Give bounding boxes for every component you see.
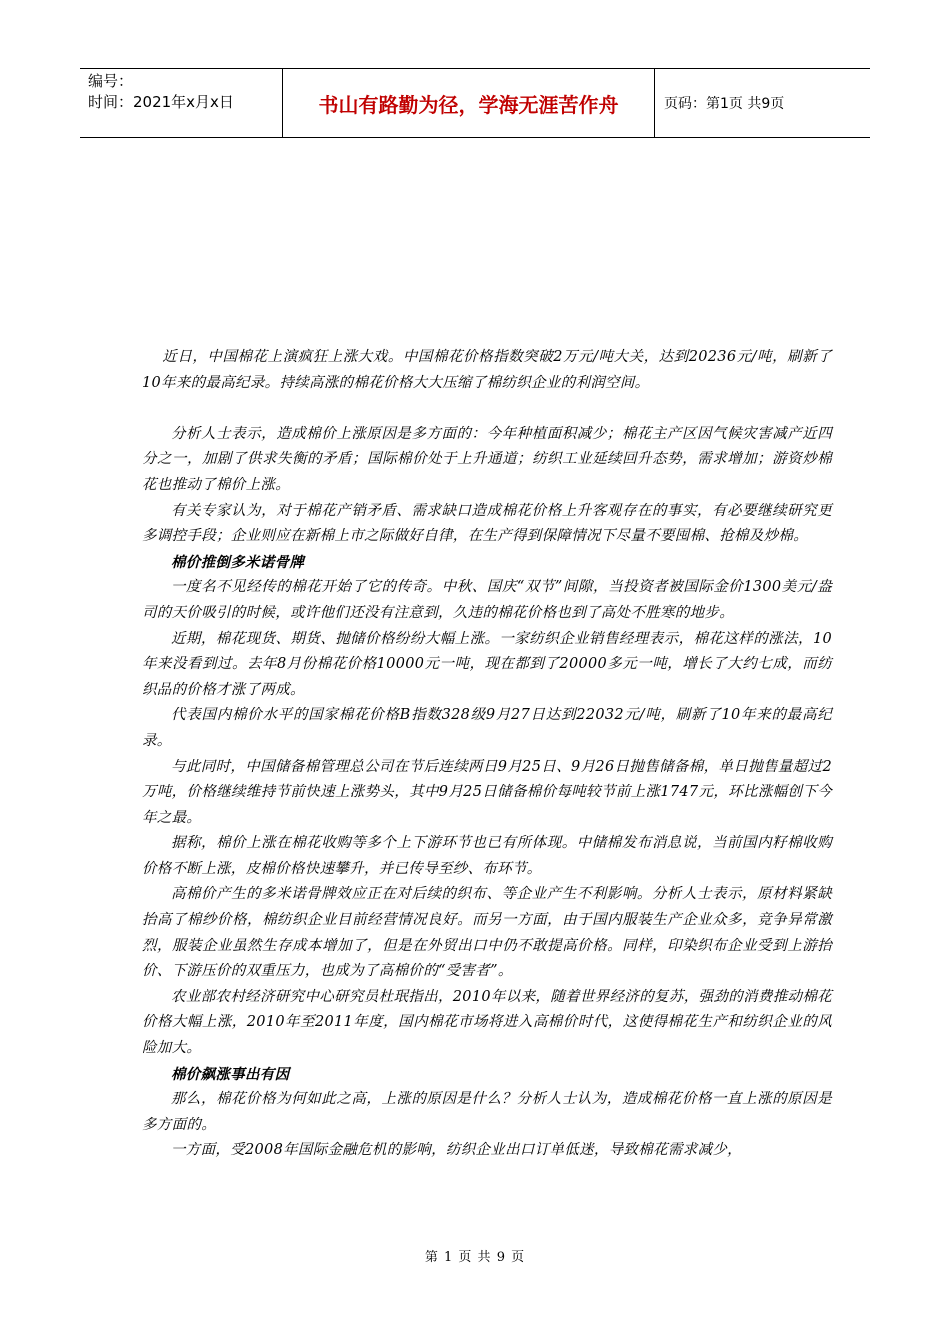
- document-date: 时间：2021年x月x日: [88, 93, 234, 111]
- article-body: [142, 345, 832, 1164]
- header-page-number: 页码：第1页 共9页: [664, 96, 785, 112]
- paragraph: 农业部农村经济研究中心研究员杜珉指出，2010年以来，随着世界经济的复苏，强劲的消费推动棉花价格大幅上涨，2010年至2011年度，国内棉花市场将进入高棉价时代，这使得棉花生产和纺织企业的风险加大。: [142, 988, 832, 1057]
- paragraph: 那么，棉花价格为何如此之高，上涨的原因是什么？分析人士认为，造成棉花价格一直上涨的原因是多方面的。: [142, 1091, 832, 1133]
- paragraph: 近日，中国棉花上演疯狂上涨大戏。中国棉花价格指数突破2万元/吨大关，达到20236元/吨，刷新了10年来的最高纪录。持续高涨的棉花价格大大压缩了棉纺织企业的利润空间。: [142, 349, 832, 391]
- section-heading: 棉价飙涨事出有因: [171, 1065, 290, 1083]
- paragraph: 一方面，受2008年国际金融危机的影响，纺织企业出口订单低迷，导致棉花需求减少，: [171, 1142, 742, 1159]
- paragraph: 据称，棉价上涨在棉花收购等多个上下游环节也已有所体现。中储棉发布消息说，当前国内籽棉收购价格不断上涨，皮棉价格快速攀升，并已传导至纱、布环节。: [142, 835, 832, 877]
- header-motto: 书山有路勤为径，学海无涯苦作舟: [318, 92, 619, 117]
- paragraph: 与此同时，中国储备棉管理总公司在节后连续两日9月25日、9月26日抛售储备棉，单日抛售量超过2万吨，价格继续维持节前快速上涨势头，其中9月25日储备棉价每吨较节前上涨1747元，环比涨幅创下今年之最。: [142, 758, 832, 826]
- header-info-cell: [80, 69, 282, 137]
- header-table: [80, 68, 870, 138]
- page-footer: 第 1 页 共 9 页: [424, 1250, 526, 1265]
- section-heading: 棉价推倒多米诺骨牌: [171, 553, 305, 571]
- paragraph: 近期，棉花现货、期货、抛储价格纷纷大幅上涨。一家纺织企业销售经理表示，棉花这样的涨法，10年来没看到过。去年8月份棉花价格10000元一吨，现在都到了20000多元一吨，增长了大约七成，而纺织品的价格才涨了两成。: [142, 630, 832, 698]
- document-code-label: 编号：: [88, 72, 134, 90]
- paragraph: 一度名不见经传的棉花开始了它的传奇。中秋、国庆“双节”间隙，当投资者被国际金价1300美元/盎司的天价吸引的时候，或许他们还没有注意到，久违的棉花价格也到了高处不胜寒的地步。: [142, 579, 832, 621]
- header-page-cell: [655, 69, 870, 137]
- header-motto-cell: [282, 69, 655, 137]
- paragraph: 代表国内棉价水平的国家棉花价格B指数328级9月27日达到22032元/吨，刷新了10年来的最高纪录。: [142, 707, 832, 749]
- paragraph: 高棉价产生的多米诺骨牌效应正在对后续的织布、等企业产生不利影响。分析人士表示，原材料紧缺抬高了棉纱价格，棉纺织企业目前经营情况良好。而另一方面，由于国内服装生产企业众多，竞争异常激烈，服装企业虽然生存成本增加了，但是在外贸出口中仍不敢提高价格。同样，印染织布企业受到上游抬价、下游压价的双重压力，也成为了高棉价的“受害者”。: [142, 886, 832, 980]
- paragraph: 有关专家认为，对于棉花产销矛盾、需求缺口造成棉花价格上升客观存在的事实，有必要继续研究更多调控手段；企业则应在新棉上市之际做好自律，在生产得到保障情况下尽量不要囤棉、抢棉及炒棉。: [142, 502, 832, 545]
- paragraph: 分析人士表示，造成棉价上涨原因是多方面的：今年种植面积减少；棉花主产区因气候灾害减产近四分之一，加剧了供求失衡的矛盾；国际棉价处于上升通道；纺织工业延续回升态势，需求增加；游资炒棉花也推动了棉价上涨。: [142, 425, 832, 493]
